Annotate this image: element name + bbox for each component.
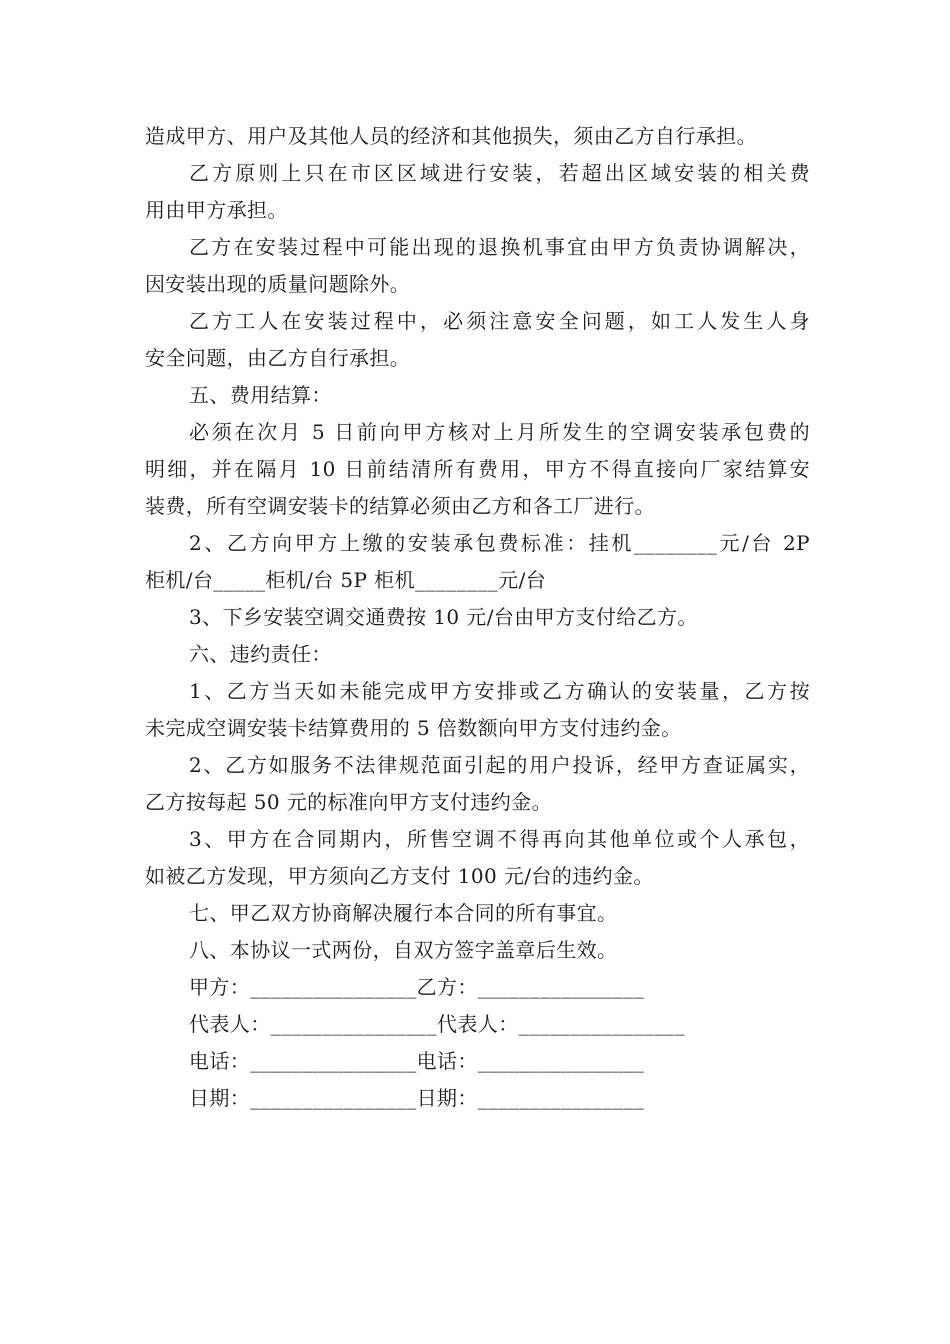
- signature-representative-b: 代表人：________________: [437, 1012, 685, 1036]
- paragraph-line: 安全问题，由乙方自行承担。: [145, 346, 411, 370]
- paragraph-line: 2、乙方如服务不法律规范面引起的用户投诉，经甲方查证属实，: [189, 753, 810, 777]
- paragraph-line: 必须在次月 5 日前向甲方核对上月所发生的空调安装承包费的: [189, 420, 810, 444]
- paragraph-line: 柜机/台_____柜机/台 5P 柜机________元/台: [145, 568, 547, 592]
- document-page: [145, 118, 810, 1117]
- paragraph-line: 用由甲方承担。: [145, 198, 288, 222]
- signature-date-a: 日期：________________: [189, 1086, 417, 1110]
- signature-row: [145, 1080, 810, 1117]
- section-heading: 七、甲乙双方协商解决履行本合同的所有事宜。: [189, 901, 618, 925]
- paragraph-line: 如被乙方发现，甲方须向乙方支付 100 元/台的违约金。: [145, 864, 654, 888]
- paragraph-line: 乙方在安装过程中可能出现的退换机事宜由甲方负责协调解决，: [189, 235, 810, 259]
- paragraph-line: 乙方按每起 50 元的标准向甲方支付违约金。: [145, 790, 552, 814]
- paragraph-line: 3、下乡安装空调交通费按 10 元/台由甲方支付给乙方。: [189, 605, 698, 629]
- signature-phone-a: 电话：________________: [189, 1049, 417, 1073]
- paragraph-line: 因安装出现的质量问题除外。: [145, 272, 411, 296]
- paragraph-line: 乙方工人在安装过程中，必须注意安全问题，如工人发生人身: [189, 309, 810, 333]
- paragraph-line: 乙方原则上只在市区区域进行安装，若超出区域安装的相关费: [189, 161, 810, 185]
- paragraph-line: 未完成空调安装卡结算费用的 5 倍数额向甲方支付违约金。: [145, 716, 682, 740]
- paragraph-line: 明细，并在隔月 10 日前结清所有费用，甲方不得直接向厂家结算安: [145, 457, 810, 481]
- paragraph-line: 造成甲方、用户及其他人员的经济和其他损失，须由乙方自行承担。: [145, 124, 757, 148]
- signature-phone-b: 电话：________________: [416, 1049, 645, 1073]
- signature-date-b: 日期：________________: [416, 1086, 645, 1110]
- signature-row: [145, 1043, 810, 1080]
- section-heading: 六、违约责任：: [189, 642, 332, 666]
- section-heading: 八、本协议一式两份，自双方签字盖章后生效。: [189, 938, 618, 962]
- signature-row: [145, 969, 810, 1006]
- signature-row: [145, 1006, 810, 1043]
- paragraph-line: 3、甲方在合同期内，所售空调不得再向其他单位或个人承包，: [189, 827, 810, 851]
- paragraph-line: 2、乙方向甲方上缴的安装承包费标准：挂机________元/台 2P: [189, 531, 810, 555]
- signature-party-b: 乙方：________________: [416, 975, 645, 999]
- signature-representative-a: 代表人：________________: [189, 1012, 437, 1036]
- signature-party-a: 甲方：________________: [189, 975, 417, 999]
- section-heading: 五、费用结算：: [189, 383, 332, 407]
- paragraph-line: 装费，所有空调安装卡的结算必须由乙方和各工厂进行。: [145, 494, 655, 518]
- paragraph-line: 1、乙方当天如未能完成甲方安排或乙方确认的安装量，乙方按: [189, 679, 810, 703]
